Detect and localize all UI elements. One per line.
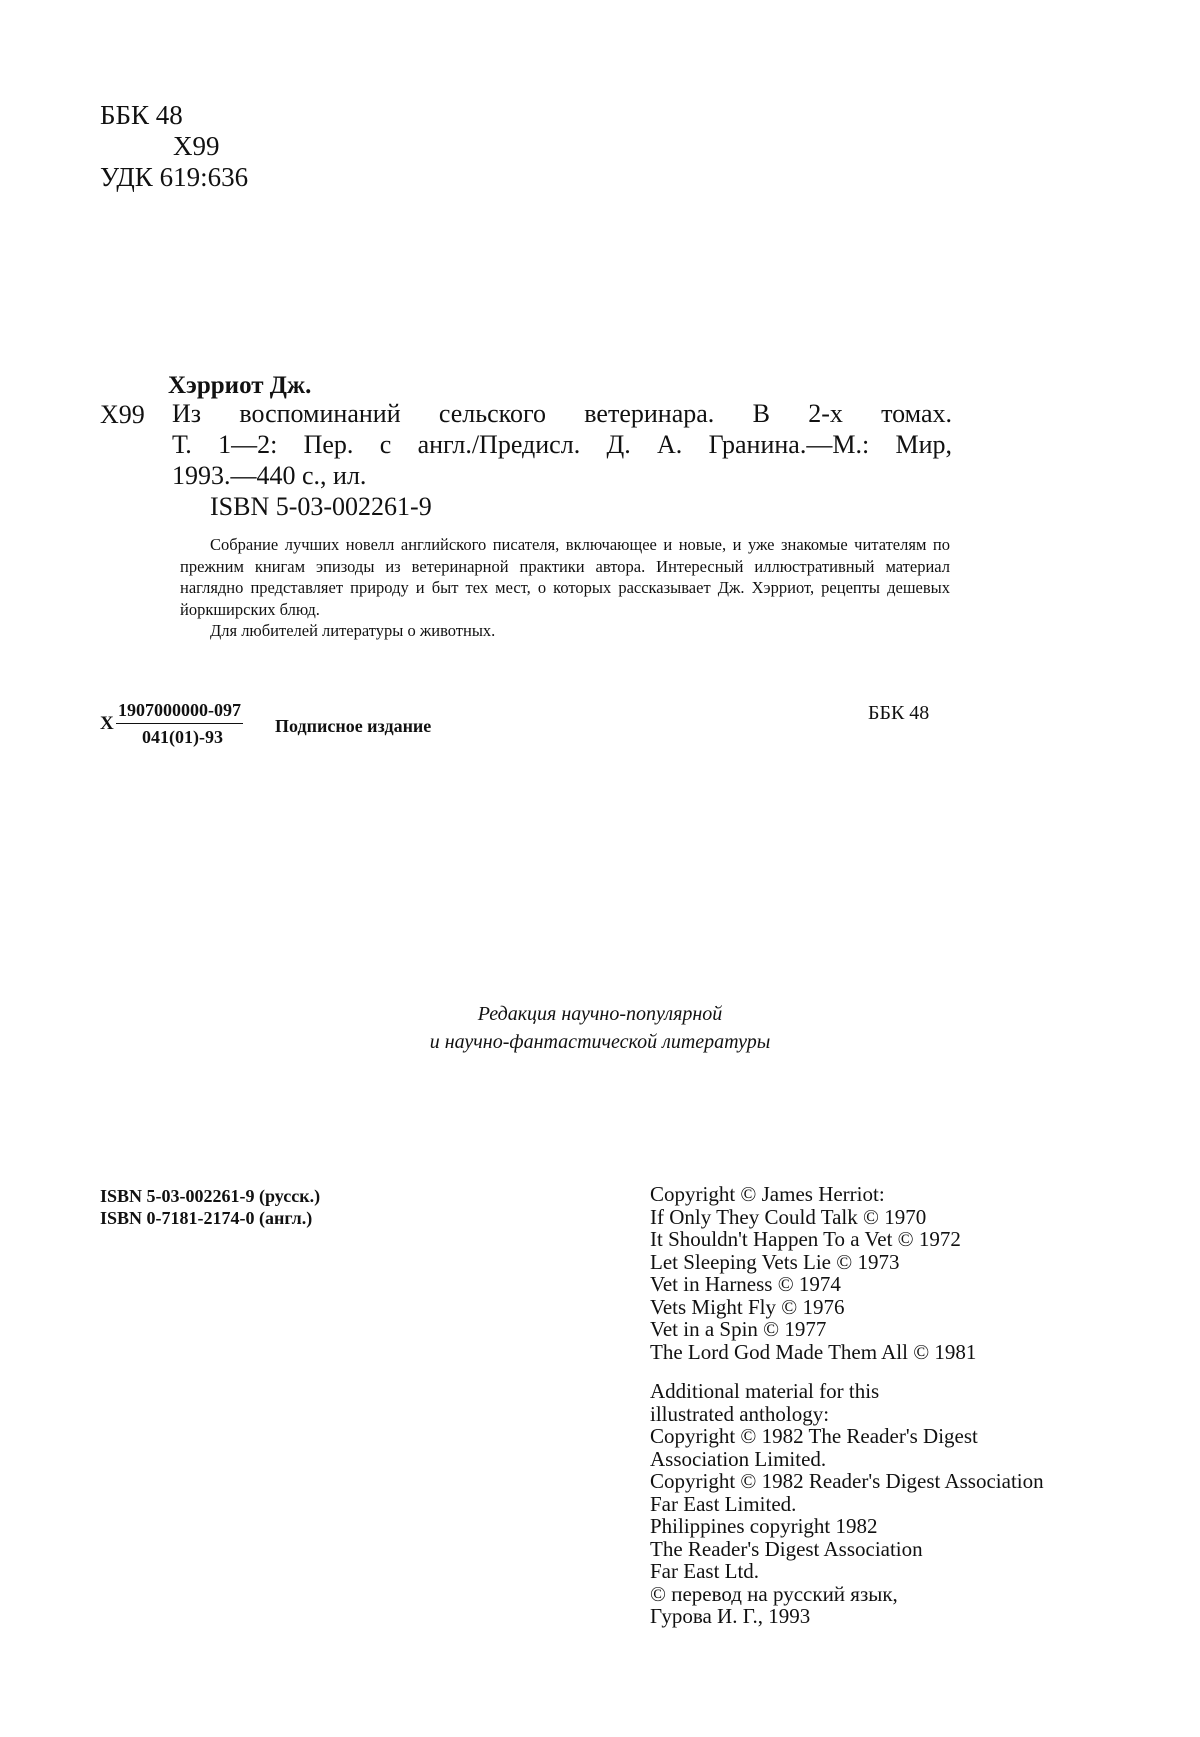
catalog-numerator: 1907000000-097 bbox=[116, 700, 243, 724]
bbk-right: ББК 48 bbox=[868, 702, 930, 724]
additional-line: Additional material for this bbox=[650, 1379, 880, 1403]
isbn-list bbox=[100, 1185, 320, 1229]
additional-line: illustrated anthology: bbox=[650, 1401, 830, 1426]
record-isbn: ISBN 5-03-002261-9 bbox=[210, 492, 432, 521]
additional-line: © перевод на русский язык, bbox=[650, 1581, 898, 1606]
editorial-department bbox=[0, 1000, 1200, 1056]
additional-line: The Reader's Digest Association bbox=[650, 1536, 923, 1561]
side-code: Х99 bbox=[100, 400, 145, 429]
bbk-code: ББК 48 bbox=[100, 100, 183, 130]
annotation bbox=[180, 534, 950, 642]
department-line-1: Редакция научно-популярной bbox=[477, 1003, 723, 1025]
department-line-2: и научно-фантастической литературы bbox=[429, 1031, 771, 1053]
additional-line: Far East Limited. bbox=[650, 1491, 797, 1516]
block-spacer bbox=[650, 1363, 1044, 1380]
additional-line: Association Limited. bbox=[650, 1446, 827, 1471]
description-line-3: 1993.—440 с., ил. bbox=[172, 461, 367, 490]
copyright-line: Vet in Harness © 1974 bbox=[650, 1272, 841, 1296]
classification-block bbox=[100, 100, 248, 193]
isbn-english: ISBN 0-7181-2174-0 (англ.) bbox=[100, 1208, 313, 1228]
additional-line: Far East Ltd. bbox=[650, 1559, 760, 1583]
copyright-line: Copyright © James Herriot: bbox=[650, 1182, 885, 1206]
udk-code: УДК 619:636 bbox=[100, 162, 249, 192]
additional-line: Copyright © 1982 The Reader's Digest bbox=[650, 1424, 978, 1448]
copyright-line: The Lord God Made Them All © 1981 bbox=[650, 1339, 977, 1364]
subscription-note: Подписное издание bbox=[275, 716, 432, 736]
annotation-paragraph-2: Для любителей литературы о животных. bbox=[210, 621, 496, 640]
copyright-notices bbox=[650, 1183, 1044, 1628]
copyright-line: Let Sleeping Vets Lie © 1973 bbox=[650, 1249, 900, 1274]
isbn-russian: ISBN 5-03-002261-9 (русск.) bbox=[100, 1186, 321, 1206]
description-line-1: Из воспоминаний сельского ветеринара. В 2-х томах. bbox=[172, 399, 952, 428]
annotation-paragraph-1: Собрание лучших новелл английского писателя, включающее и новые, и уже знакомые читателям по прежним книгам эпизоды из ветеринарной практики автора. Интересный иллюстративный материал наглядно представляет природу и быт тех мест, о которых рассказывает Дж. Хэрриот, рецепты дешевых йоркширских блюд. bbox=[180, 535, 950, 619]
copyright-line: It Shouldn't Happen To a Vet © 1972 bbox=[650, 1227, 961, 1251]
copyright-line: If Only They Could Talk © 1970 bbox=[650, 1204, 927, 1229]
bibliographic-description bbox=[172, 398, 952, 522]
catalog-prefix: Х bbox=[100, 713, 114, 734]
author-mark: Х99 bbox=[173, 131, 220, 161]
copyright-line: Vets Might Fly © 1976 bbox=[650, 1294, 845, 1319]
catalog-denominator: 041(01)-93 bbox=[142, 727, 223, 747]
additional-line: Copyright © 1982 Reader's Digest Association bbox=[650, 1469, 1044, 1493]
copyright-line: Vet in a Spin © 1977 bbox=[650, 1317, 827, 1341]
additional-line: Philippines copyright 1982 bbox=[650, 1514, 878, 1538]
catalog-fraction bbox=[116, 700, 243, 748]
additional-line: Гурова И. Г., 1993 bbox=[650, 1604, 811, 1628]
description-line-2: Т. 1—2: Пер. с англ./Предисл. Д. А. Гранина.—М.: Мир, bbox=[172, 430, 952, 459]
author-name: Хэрриот Дж. bbox=[168, 372, 312, 399]
